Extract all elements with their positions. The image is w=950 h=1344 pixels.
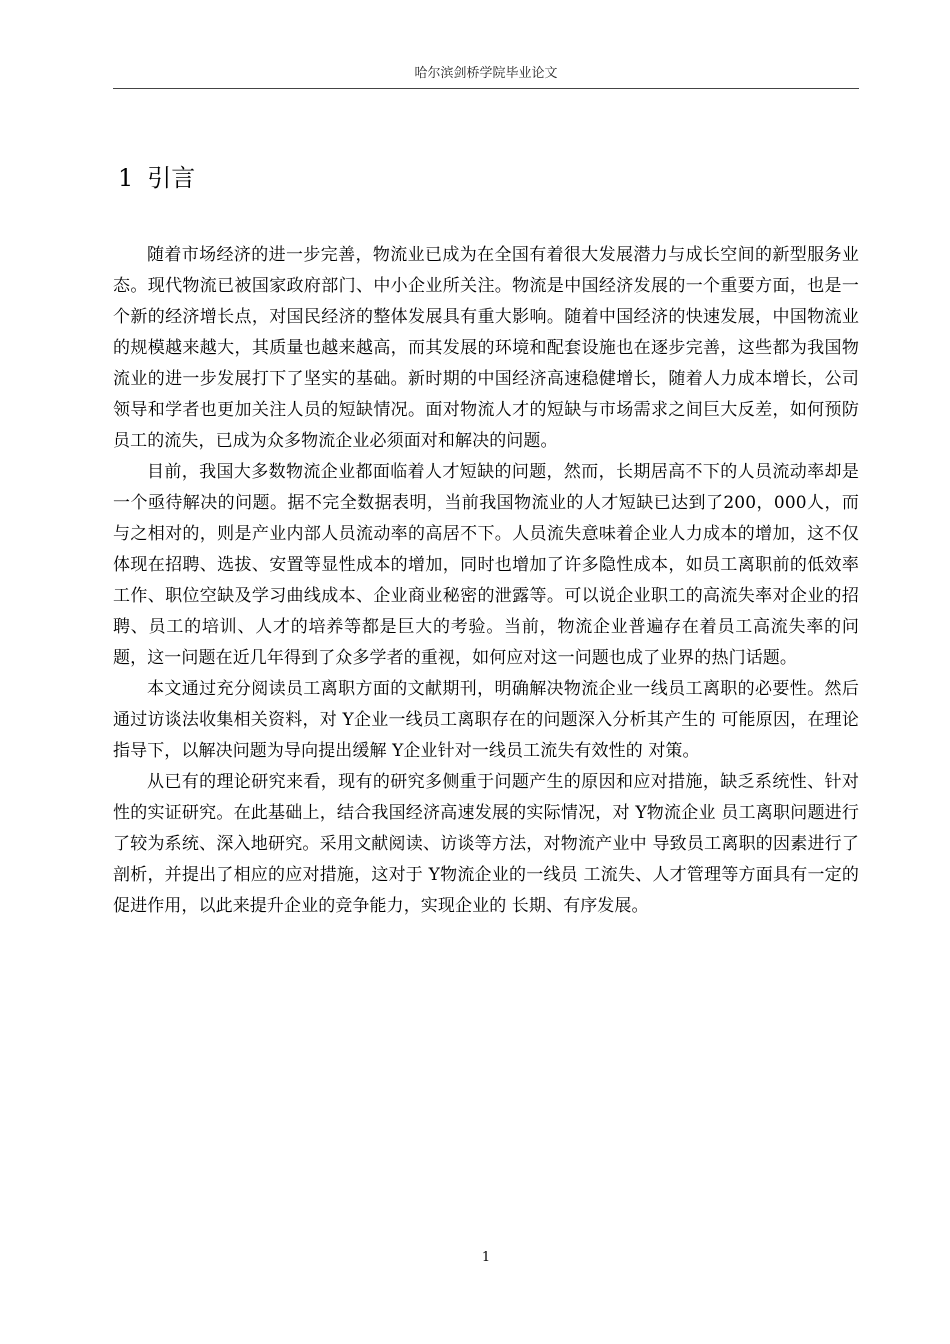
paragraph-4: 从已有的理论研究来看，现有的研究多侧重于问题产生的原因和应对措施，缺乏系统性、针对性的实证研究。在此基础上，结合我国经济高速发展的实际情况，对 Y物流企业 员工离职问题进行了较为系统、深入地研究。采用文献阅读、访谈等方法，对物流产业中 导致员工离职的因素进行了剖析，并提出了相应的应对措施，这对于 Y物流企业的一线员 工流失、人才管理等方面具有一定的促进作用，以此来提升企业的竞争能力，实现企业的 长期、有序发展。 — [113, 772, 859, 916]
page-number: 1 — [481, 1250, 491, 1265]
paragraph-2: 目前，我国大多数物流企业都面临着人才短缺的问题，然而，长期居高不下的人员流动率却是一个亟待解决的问题。据不完全数据表明，当前我国物流业的人才短缺已达到了200，000人，而与之相对的，则是产业内部人员流动率的高居不下。人员流失意味着企业人力成本的增加，这不仅体现在招聘、选拔、安置等显性成本的增加，同时也增加了许多隐性成本，如员工离职前的低效率工作、职位空缺及学习曲线成本、企业商业秘密的泄露等。可以说企业职工的高流失率对企业的招聘、员工的培训、人才的培养等都是巨大的考验。当前，物流企业普遍存在着员工高流失率的问题，这一问题在近几年得到了众多学者的重视，如何应对这一问题也成了业界的热门话题。 — [113, 462, 859, 668]
chapter-number: 1 — [118, 164, 134, 192]
page-header: 哈尔滨剑桥学院毕业论文 — [414, 66, 558, 81]
body-text — [113, 240, 859, 922]
header-rule — [113, 88, 859, 89]
paragraph-1: 随着市场经济的进一步完善，物流业已成为在全国有着很大发展潜力与成长空间的新型服务业态。现代物流已被国家政府部门、中小企业所关注。物流是中国经济发展的一个重要方面，也是一个新的经济增长点，对国民经济的整体发展具有重大影响。随着中国经济的快速发展，中国物流业的规模越来越大，其质量也越来越高，而其发展的环境和配套设施也在逐步完善，这些都为我国物流业的进一步发展打下了坚实的基础。新时期的中国经济高速稳健增长，随着人力成本增长，公司领导和学者也更加关注人员的短缺情况。面对物流人才的短缺与市场需求之间巨大反差，如何预防员工的流失，已成为众多物流企业必须面对和解决的问题。 — [113, 245, 859, 451]
chapter-title: 引言 — [147, 164, 196, 192]
paragraph-3: 本文通过充分阅读员工离职方面的文献期刊，明确解决物流企业一线员工离职的必要性。然后通过访谈法收集相关资料，对 Y企业一线员工离职存在的问题深入分析其产生的 可能原因，在理论指导下，以解决问题为导向提出缓解 Y企业针对一线员工流失有效性的 对策。 — [113, 679, 859, 761]
chapter-heading — [118, 160, 195, 196]
